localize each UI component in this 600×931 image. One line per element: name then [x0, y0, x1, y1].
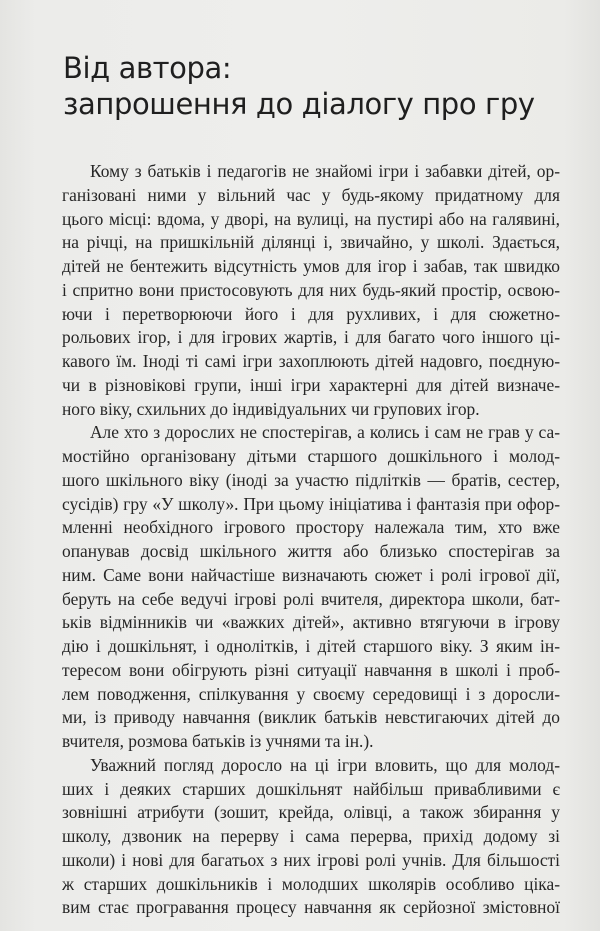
text-line: на річці, на пришкільній ділянці і, звичайно, у школі. Здається,	[62, 232, 560, 253]
text-line: Уважний погляд доросло на ці ігри вловить, що для молод-	[90, 754, 560, 775]
text-line: опанував досвід шкільного життя або близько спостерігав за	[62, 541, 560, 561]
text-line: ючи і перетворюючи його і для рухливих, і для сюжетно-	[62, 303, 560, 324]
chapter-heading-line-2: запрошення до діалогу про гру	[63, 87, 535, 121]
text-line: ми, із приводу навчання (виклик батьків невстигаючих дітей до	[62, 707, 560, 728]
paragraph	[62, 421, 560, 754]
text-line: мостійно організовану дітьми старшого дошкільного і молод-	[62, 446, 560, 466]
text-line: шого шкільного віку (іноді за участю підлітків — братів, сестер,	[62, 469, 560, 490]
text-line: мленні необхідного ігрового простору належала тим, хто вже	[62, 517, 560, 538]
text-line: чи в різновікові групи, інші ігри характерні для дітей визначе-	[62, 374, 560, 395]
text-line: Кому з батьків і педагогів не знайомі ігри і забавки дітей, ор-	[90, 161, 560, 181]
text-line: зовнішні атрибути (зошит, крейда, олівці, а також збирання у	[62, 802, 560, 823]
text-line: дітей не бентежить відсутність умов для ігор і забав, так швидко	[62, 256, 560, 276]
chapter-heading	[63, 50, 535, 122]
text-line: Але хто з дорослих не спостерігав, а колись і сам не грав у са-	[90, 422, 560, 443]
text-line: ших і деяких старших дошкільнят найбільш привабливими є	[62, 778, 560, 799]
text-line: школу, дзвоник на перерву і сама перерва, прихід додому зі	[62, 826, 560, 846]
text-line: лем поводження, спілкування у своєму середовищі і з доросли-	[62, 683, 560, 704]
text-line: вим стає програвання процесу навчання як серйозної змістовної	[62, 897, 560, 918]
paragraph	[62, 160, 560, 421]
text-line: беруть на себе ведучі ігрові ролі вчителя, директора школи, бат-	[62, 588, 560, 609]
text-line: і спритно вони пристосовують для них будь-який простір, освою-	[62, 279, 560, 300]
text-line: дію і дошкільнят, і однолітків, і дітей старшого віку. З яким ін-	[62, 636, 560, 656]
chapter-heading-line-1: Від автора:	[63, 51, 232, 85]
text-line: ним. Саме вони найчастіше визначають сюжет і ролі ігрової дії,	[62, 564, 560, 585]
text-line: ганізовані ними у вільний час у будь-якому придатному для	[62, 184, 560, 205]
text-line: вчителя, розмова батьків із учнями та ін.).	[62, 731, 374, 751]
text-line: школи) і нові для багатьох з них ігрові ролі учнів. Для більшості	[62, 849, 560, 870]
paragraph	[62, 754, 560, 920]
text-line: рольових ігор, і для ігрових жартів, і для багато чого іншого ці-	[62, 327, 560, 348]
text-line: ж старших дошкільників і молодших школярів особливо ціка-	[62, 873, 560, 894]
text-line: сусідів) гру «У школу». При цьому ініціатива і фантазія при офор-	[62, 493, 560, 514]
text-line: ьків відмінників чи «важких дітей», активно втягуючи в ігрову	[62, 612, 560, 633]
body-text	[62, 160, 560, 920]
text-line: ного віку, схильних до індивідуальних чи групових ігор.	[62, 398, 480, 419]
text-line: тересом вони обігрують різні ситуації навчання в школі і проб-	[62, 659, 560, 680]
text-line: кавого їм. Іноді ті самі ігри захоплюють дітей надовго, поєдную-	[62, 351, 560, 371]
text-line: цього місці: вдома, у дворі, на вулиці, на пустирі або на галявині,	[62, 208, 560, 229]
